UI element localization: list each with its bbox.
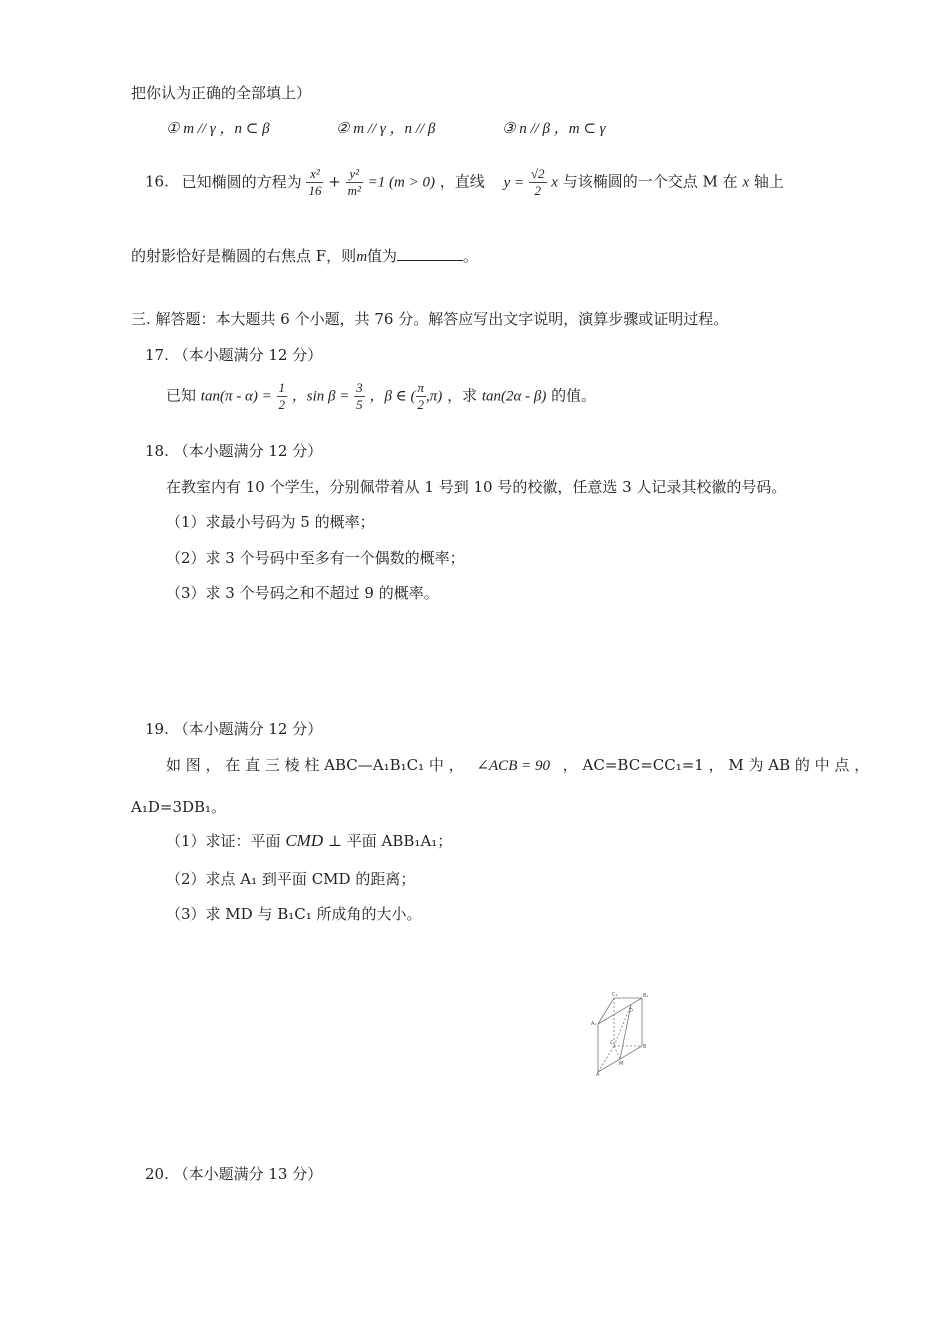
- q17-tan1: tan(π - α) =: [200, 388, 272, 405]
- edge-cm: [614, 1046, 620, 1059]
- q16-frac-y: $\frac{\text{y²}}{\text{m²}}$: [347, 166, 361, 198]
- q16-line-y: y =: [503, 174, 525, 191]
- label-a1: A₁: [591, 1021, 597, 1027]
- label-b1: B₁: [643, 993, 649, 999]
- q16-frac-sqrt2: $\frac{√2}{2}$: [530, 166, 545, 198]
- q19-part1-cmd: CMD: [285, 831, 324, 850]
- label-a: A: [596, 1072, 600, 1076]
- q16-number: 16.: [145, 172, 169, 191]
- q16-frac-x: $\frac{\text{x²}}{16}$: [308, 166, 322, 198]
- q16-text-c: 与该椭圆的一个交点 M 在: [562, 172, 738, 191]
- q18-header: 18. （本小题满分 12 分）: [145, 442, 323, 460]
- q17-sin: ，sin β =: [291, 388, 350, 405]
- q16-line2-end: 。: [463, 247, 479, 265]
- q17-frac1: $\frac{1}{2}$: [278, 380, 285, 412]
- edge-a1c1: [598, 998, 614, 1024]
- q17-text-b: ，求: [447, 386, 478, 405]
- q16-line-x: x: [551, 174, 558, 191]
- q16-line2-m: m: [356, 249, 368, 265]
- q19-body-line2: A₁D=3DB₁。: [131, 798, 227, 816]
- q19-part-3: （3）求 MD 与 B₁C₁ 所成角的大小。: [166, 905, 422, 923]
- label-m: M: [619, 1061, 624, 1067]
- q19-part1-a: （1）求证：平面: [166, 832, 281, 850]
- q17-header: 17. （本小题满分 12 分）: [145, 346, 323, 364]
- q18-body: 在教室内有 10 个学生，分别佩带着从 1 号到 10 号的校徽，任意选 3 人记录其校徽的号码。: [166, 478, 787, 496]
- option-2: ② m // γ ，n // β: [336, 121, 436, 137]
- q17-beta-end: ,π): [426, 388, 443, 405]
- q16-line2-a: 的射影恰好是椭圆的右焦点 F，则: [131, 247, 357, 265]
- q18-part-2: （2）求 3 个号码中至多有一个偶数的概率；: [166, 549, 465, 567]
- q16-axis-x: x: [742, 174, 750, 191]
- q18-part-1: （1）求最小号码为 5 的概率；: [166, 513, 375, 531]
- q19-header: 19. （本小题满分 12 分）: [145, 720, 323, 738]
- label-d: D: [629, 1008, 633, 1014]
- q17-frac2: $\frac{3}{5}$: [356, 380, 363, 412]
- q19-part1-perp: ⊥: [327, 834, 342, 850]
- q19-body-line1: [166, 754, 869, 775]
- q17-body: [166, 380, 596, 413]
- label-b: B: [643, 1044, 647, 1050]
- q16-text-d: 轴上: [753, 172, 784, 191]
- prism-figure: [588, 990, 650, 1076]
- q16-line1: [145, 166, 784, 199]
- q19-angle: ∠ACB = 90: [476, 758, 550, 774]
- q19-body-a: 如 图 ， 在 直 三 棱 柱 ABC—A₁B₁C₁ 中 ，: [166, 756, 464, 774]
- q17-text-c: 的值。: [551, 386, 597, 405]
- q16-eq-rest: =1 (m > 0): [367, 174, 435, 191]
- q19-part1-b: 平面 ABB₁A₁；: [346, 832, 453, 850]
- q16-text-a: 已知椭圆的方程为: [181, 172, 302, 191]
- q17-text-a: 已知: [166, 386, 197, 405]
- edge-a1b1: [598, 998, 642, 1024]
- section3-title: 三. 解答题：本大题共 6 个小题，共 76 分。解答应写出文字说明，演算步骤或证明过程。: [131, 310, 729, 328]
- label-c: C: [610, 1040, 614, 1046]
- q17-beta: ，β ∈ (: [369, 388, 416, 405]
- q18-part-3: （3）求 3 个号码之和不超过 9 的概率。: [166, 584, 439, 602]
- q19-body-b: ， AC=BC=CC₁=1 ， M 为 AB 的 中 点 ，: [562, 756, 870, 774]
- q20-header: 20. （本小题满分 13 分）: [145, 1165, 323, 1183]
- label-c1: C₁: [612, 992, 618, 998]
- edge-ab: [598, 1046, 642, 1072]
- q19-part-2: （2）求点 A₁ 到平面 CMD 的距离；: [166, 870, 416, 888]
- option-3: ③ n // β ，m ⊂ γ: [502, 121, 606, 137]
- q16-text-b: ，直线: [439, 172, 485, 191]
- answer-blank[interactable]: [397, 246, 463, 261]
- q16-plus: +: [328, 172, 341, 191]
- intro-line: 把你认为正确的全部填上）: [131, 84, 312, 102]
- q16-line2: [131, 245, 478, 266]
- q17-frac3: $\frac{\pi}{2}$: [417, 380, 425, 412]
- q17-tan2: tan(2α - β): [481, 388, 547, 405]
- option-1: ① m // γ ，n ⊂ β: [166, 121, 270, 137]
- q19-part-1: [166, 830, 452, 851]
- q16-line2-b: 值为: [367, 247, 398, 265]
- edge-ac: [598, 1046, 614, 1072]
